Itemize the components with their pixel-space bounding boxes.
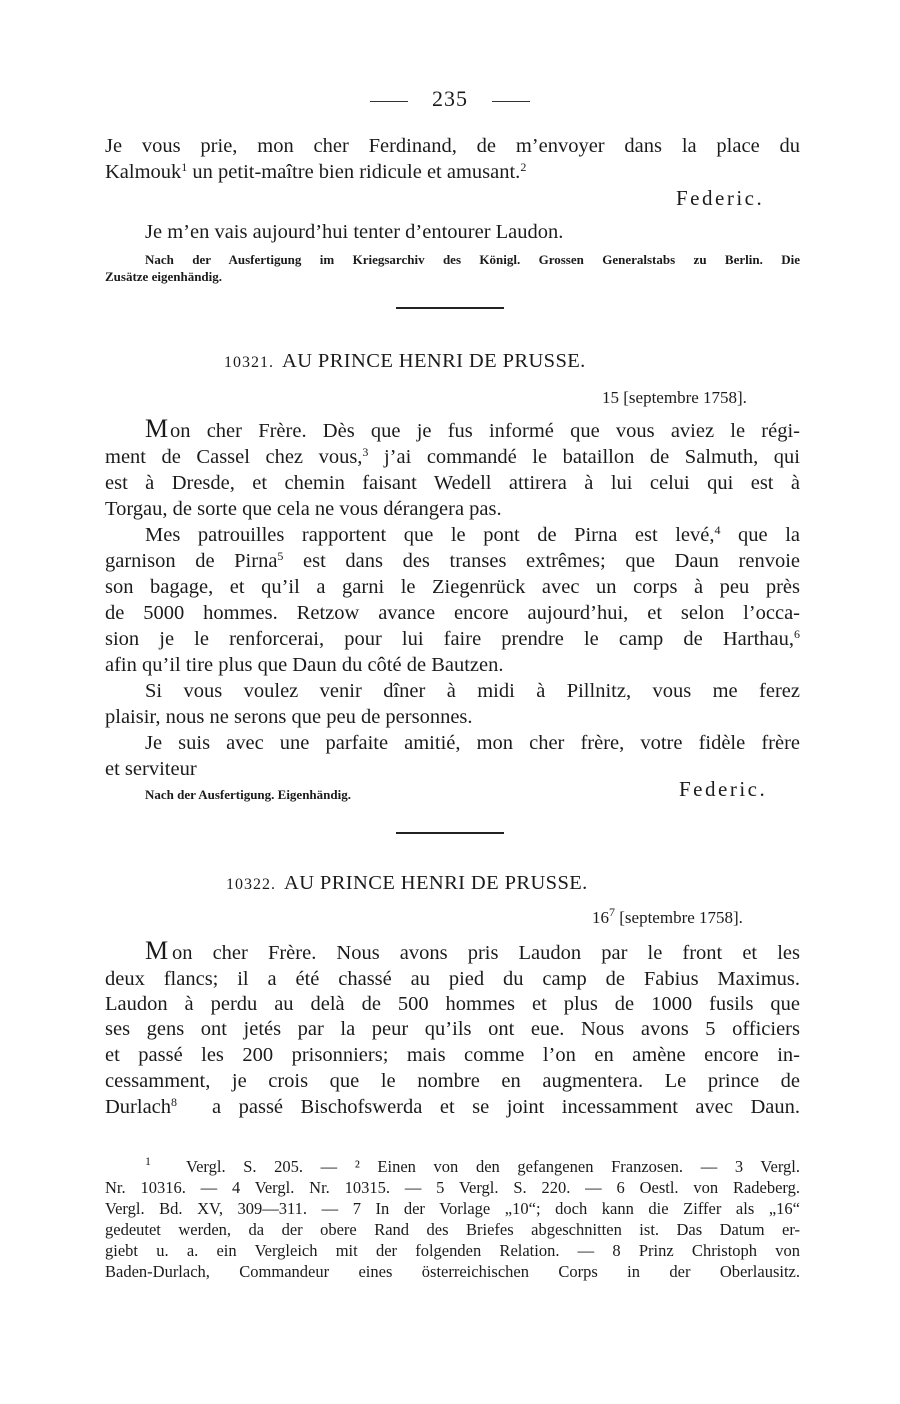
body-line: plaisir, nous ne serons que peu de personnes. [105, 706, 473, 728]
footnote-ref: 5 [277, 549, 284, 563]
letter-heading [226, 872, 588, 895]
body-line: et passé les 200 prisonniers; mais comme l’on en amène encore in- [105, 1044, 800, 1066]
text-run: sion je le renforcerai, pour lui faire prendre le camp de Harthau, [105, 628, 794, 650]
footnote-mark: 1 [145, 1154, 151, 1168]
letter-date [592, 905, 743, 928]
footnote-ref: 6 [794, 627, 800, 641]
footnote-line: Vergl. Bd. XV, 309—311. — 7 In der Vorlage „10“; doch kann die Ziffer als „16“ [105, 1199, 800, 1218]
page-number: 235 [432, 86, 468, 111]
body-line [145, 522, 800, 548]
text-run: Mes patrouilles rapportent que le pont de Pirna est levé, [145, 524, 715, 546]
page-number-rule-left [370, 101, 408, 102]
body-line: Si vous voulez venir dîner à midi à Pillnitz, vous me ferez [145, 680, 800, 702]
source-note: Nach der Ausfertigung. Eigenhändig. [145, 787, 351, 802]
letter-heading [224, 350, 586, 373]
body-line [145, 938, 168, 966]
body-line: Je vous prie, mon cher Ferdinand, de m’envoyer dans la place du [105, 135, 800, 157]
footnote-ref: 4 [714, 523, 721, 537]
text-run: un petit-maître bien ridicule et amusant. [192, 161, 521, 183]
word: Durlach [105, 1096, 172, 1118]
initial-letter: M [145, 414, 169, 443]
footnote-ref: 8 [171, 1095, 178, 1109]
footnote-line: Baden-Durlach, Commandeur eines österreichischen Corps in der Oberlausitz. [105, 1262, 800, 1281]
body-line: cessamment, je crois que le nombre en augmentera. Le prince de [105, 1070, 800, 1092]
body-line: deux flancs; il a été chassé au pied du camp de Fabius Maximus. [105, 968, 800, 990]
source-note: Nach der Ausfertigung im Kriegsarchiv des Königl. Grossen Generalstabs zu Berlin. Die [145, 252, 800, 267]
text-run: est dans des transes extrêmes; que Daun renvoie [303, 550, 800, 572]
body-line: ses gens ont jetés par la peur qu’ils ont eue. Nous avons 5 officiers [105, 1018, 800, 1040]
signature: Federic. [676, 186, 765, 210]
letter-number: 10322. [226, 876, 276, 893]
body-line: de 5000 hommes. Retzow avance encore aujourd’hui, et selon l’occa- [105, 602, 800, 624]
text-run: que la [738, 524, 800, 546]
body-line [105, 444, 800, 470]
letter-date: 15 [septembre 1758]. [602, 388, 747, 407]
text-run: ment de Cassel chez vous, [105, 446, 363, 468]
footnote-line: gedeutet werden, da der obere Rand des Briefes abgeschnitten ist. Das Datum er- [105, 1220, 800, 1239]
body-line: et serviteur [105, 758, 197, 780]
letter-number: 10321. [224, 354, 274, 371]
body-line: on cher Frère. Dès que je fus informé que vous aviez le régi- [170, 420, 800, 442]
word: Kalmouk [105, 161, 182, 183]
text-run: a passé Bischofswerda et se joint incessamment avec Daun. [212, 1096, 801, 1118]
footnote-line: giebt u. a. ein Vergleich mit der folgenden Relation. — 8 Prinz Christoph von [105, 1241, 800, 1260]
initial-letter: M [145, 936, 169, 965]
body-line: Laudon à perdu au delà de 500 hommes et plus de 1000 fusils que [105, 993, 800, 1015]
body-line [105, 159, 526, 185]
footnote-line [145, 1156, 800, 1177]
footnote-ref: 3 [362, 445, 369, 459]
body-line: son bagage, et qu’il a garni le Ziegenrück avec un corps à peu près [105, 576, 800, 598]
letter-addressee: AU PRINCE HENRI DE PRUSSE. [284, 872, 588, 894]
body-line: Je suis avec une parfaite amitié, mon cher frère, votre fidèle frère [145, 732, 800, 754]
section-divider [396, 832, 504, 834]
footnote-ref: 7 [609, 905, 615, 919]
section-divider [396, 307, 504, 309]
body-line [105, 1094, 800, 1120]
text-run: garnison de Pirna [105, 550, 278, 572]
date-day: 16 [592, 908, 609, 927]
text-run: j’ai commandé le bataillon de Salmuth, qui [383, 446, 800, 468]
footnote-ref: 2 [520, 160, 527, 174]
body-line: est à Dresde, et chemin faisant Wedell attirera à lui celui qui est à [105, 472, 800, 494]
page-number-rule-right [492, 101, 530, 102]
postscript: Je m’en vais aujourd’hui tenter d’entourer Laudon. [145, 221, 564, 243]
signature: Federic. [679, 777, 768, 801]
body-line [145, 416, 168, 444]
footnote-line: Nr. 10316. — 4 Vergl. Nr. 10315. — 5 Vergl. S. 220. — 6 Oestl. von Radeberg. [105, 1178, 800, 1197]
source-note: Zusätze eigenhändig. [105, 269, 223, 284]
footnote-ref: 1 [181, 160, 188, 174]
body-line: afin qu’il tire plus que Daun du côté de Bautzen. [105, 654, 504, 676]
letter-addressee: AU PRINCE HENRI DE PRUSSE. [282, 350, 586, 372]
text-run: Vergl. S. 205. — ² Einen von den gefangenen Franzosen. — 3 Vergl. [186, 1157, 800, 1176]
body-line [105, 626, 800, 652]
body-line: on cher Frère. Nous avons pris Laudon par le front et les [172, 942, 800, 964]
date-text: [septembre 1758]. [619, 908, 743, 927]
body-line: Torgau, de sorte que cela ne vous dérangera pas. [105, 498, 502, 520]
body-line [105, 548, 800, 574]
